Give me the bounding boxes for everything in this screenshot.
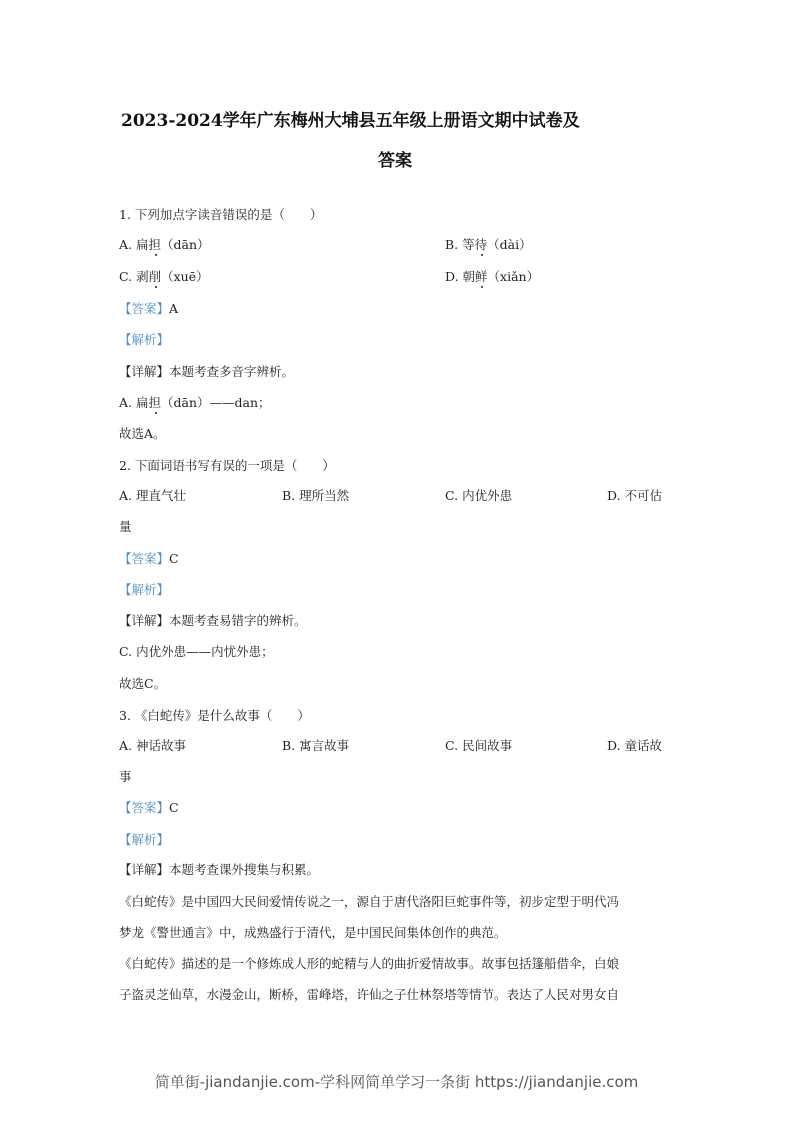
dotted-char: 担 — [148, 395, 161, 410]
dotted-char: 削 — [148, 269, 162, 284]
q1-conclusion: 故选A。 — [119, 426, 166, 441]
q1-option-d — [445, 269, 539, 285]
answer-value: C — [169, 551, 179, 566]
q1-answer — [119, 301, 178, 317]
q3-option-d-wrap: 事 — [119, 769, 132, 784]
answer-label: 【答案】 — [119, 301, 170, 316]
pinyin: （dān） — [161, 237, 210, 252]
q3-option-c: C. 民间故事 — [445, 738, 513, 753]
option-text: D. 朝 — [445, 269, 476, 284]
q1-stem: 1. 下列加点字读音错误的是（ ） — [119, 207, 323, 222]
answer-label: 【答案】 — [119, 800, 170, 815]
q1-option-a — [119, 237, 210, 253]
explain-text: A. 扁 — [119, 395, 149, 410]
q3-analysis-label: 【解析】 — [119, 832, 170, 847]
q2-analysis-label: 【解析】 — [119, 582, 170, 597]
pinyin: （dài） — [487, 237, 532, 252]
dotted-char: 担 — [148, 237, 161, 252]
q3-detail — [119, 862, 319, 878]
q3-option-a: A. 神话故事 — [119, 738, 186, 753]
dotted-char: 鲜 — [475, 269, 488, 284]
detail-label: 【详解】 — [119, 364, 170, 379]
title-line-2: 答案 — [378, 151, 412, 171]
detail-text: 本题考查多音字辨析。 — [169, 364, 295, 379]
detail-text: 本题考查课外搜集与积累。 — [169, 862, 320, 877]
q2-option-d-wrap: 量 — [119, 519, 132, 534]
answer-value: A — [169, 301, 179, 316]
footer-watermark: 简单街-jiandanjie.com-学科网简单学习一条街 https://jiandanjie.com — [154, 1073, 639, 1091]
q3-paragraph-line: 子盗灵芝仙草，水漫金山，断桥，雷峰塔，许仙之子仕林祭塔等情节。表达了人民对男女自 — [119, 987, 620, 1002]
q1-analysis-label: 【解析】 — [119, 332, 170, 347]
q3-paragraph-line: 《白蛇传》描述的是一个修炼成人形的蛇精与人的曲折爱情故事。故事包括篷船借伞，白娘 — [119, 956, 620, 971]
pinyin: （xuē） — [161, 269, 209, 284]
detail-label: 【详解】 — [119, 862, 170, 877]
explain-text: （dān）——dan； — [161, 395, 271, 410]
q2-option-a: A. 理直气壮 — [119, 488, 186, 503]
q3-paragraph-line: 《白蛇传》是中国四大民间爱情传说之一，源自于唐代洛阳巨蛇事件等，初步定型于明代冯 — [119, 894, 620, 909]
title-line-1: 2023-2024学年广东梅州大埔县五年级上册语文期中试卷及 — [121, 111, 580, 131]
q1-option-b — [445, 237, 532, 253]
detail-text: 本题考查易错字的辨析。 — [169, 613, 307, 628]
q3-option-d: D. 童话故 — [607, 738, 663, 753]
detail-label: 【详解】 — [119, 613, 170, 628]
pinyin: （xiǎn） — [487, 269, 540, 284]
q3-paragraph-line: 梦龙《警世通言》中，成熟盛行于清代，是中国民间集体创作的典范。 — [119, 925, 507, 940]
option-text: C. 剥 — [119, 269, 149, 284]
q1-option-c — [119, 269, 209, 285]
q2-option-b: B. 理所当然 — [282, 488, 350, 503]
q1-detail — [119, 364, 294, 380]
q1-explain — [119, 395, 271, 411]
dotted-char: 待 — [474, 237, 488, 252]
q3-option-b: B. 寓言故事 — [282, 738, 350, 753]
q3-answer — [119, 800, 179, 816]
q3-stem: 3. 《白蛇传》是什么故事（ ） — [119, 708, 310, 723]
q2-explain: C. 内优外患——内忧外患； — [119, 644, 274, 659]
answer-value: C — [169, 800, 179, 815]
q2-stem: 2. 下面词语书写有误的一项是（ ） — [119, 458, 335, 473]
option-text: A. 扁 — [119, 237, 149, 252]
q2-option-c: C. 内优外患 — [445, 488, 513, 503]
q2-conclusion: 故选C。 — [119, 676, 167, 691]
answer-label: 【答案】 — [119, 551, 170, 566]
q2-answer — [119, 551, 179, 567]
q2-option-d: D. 不可估 — [607, 488, 663, 503]
q2-detail — [119, 613, 307, 629]
option-text: B. 等 — [445, 237, 475, 252]
